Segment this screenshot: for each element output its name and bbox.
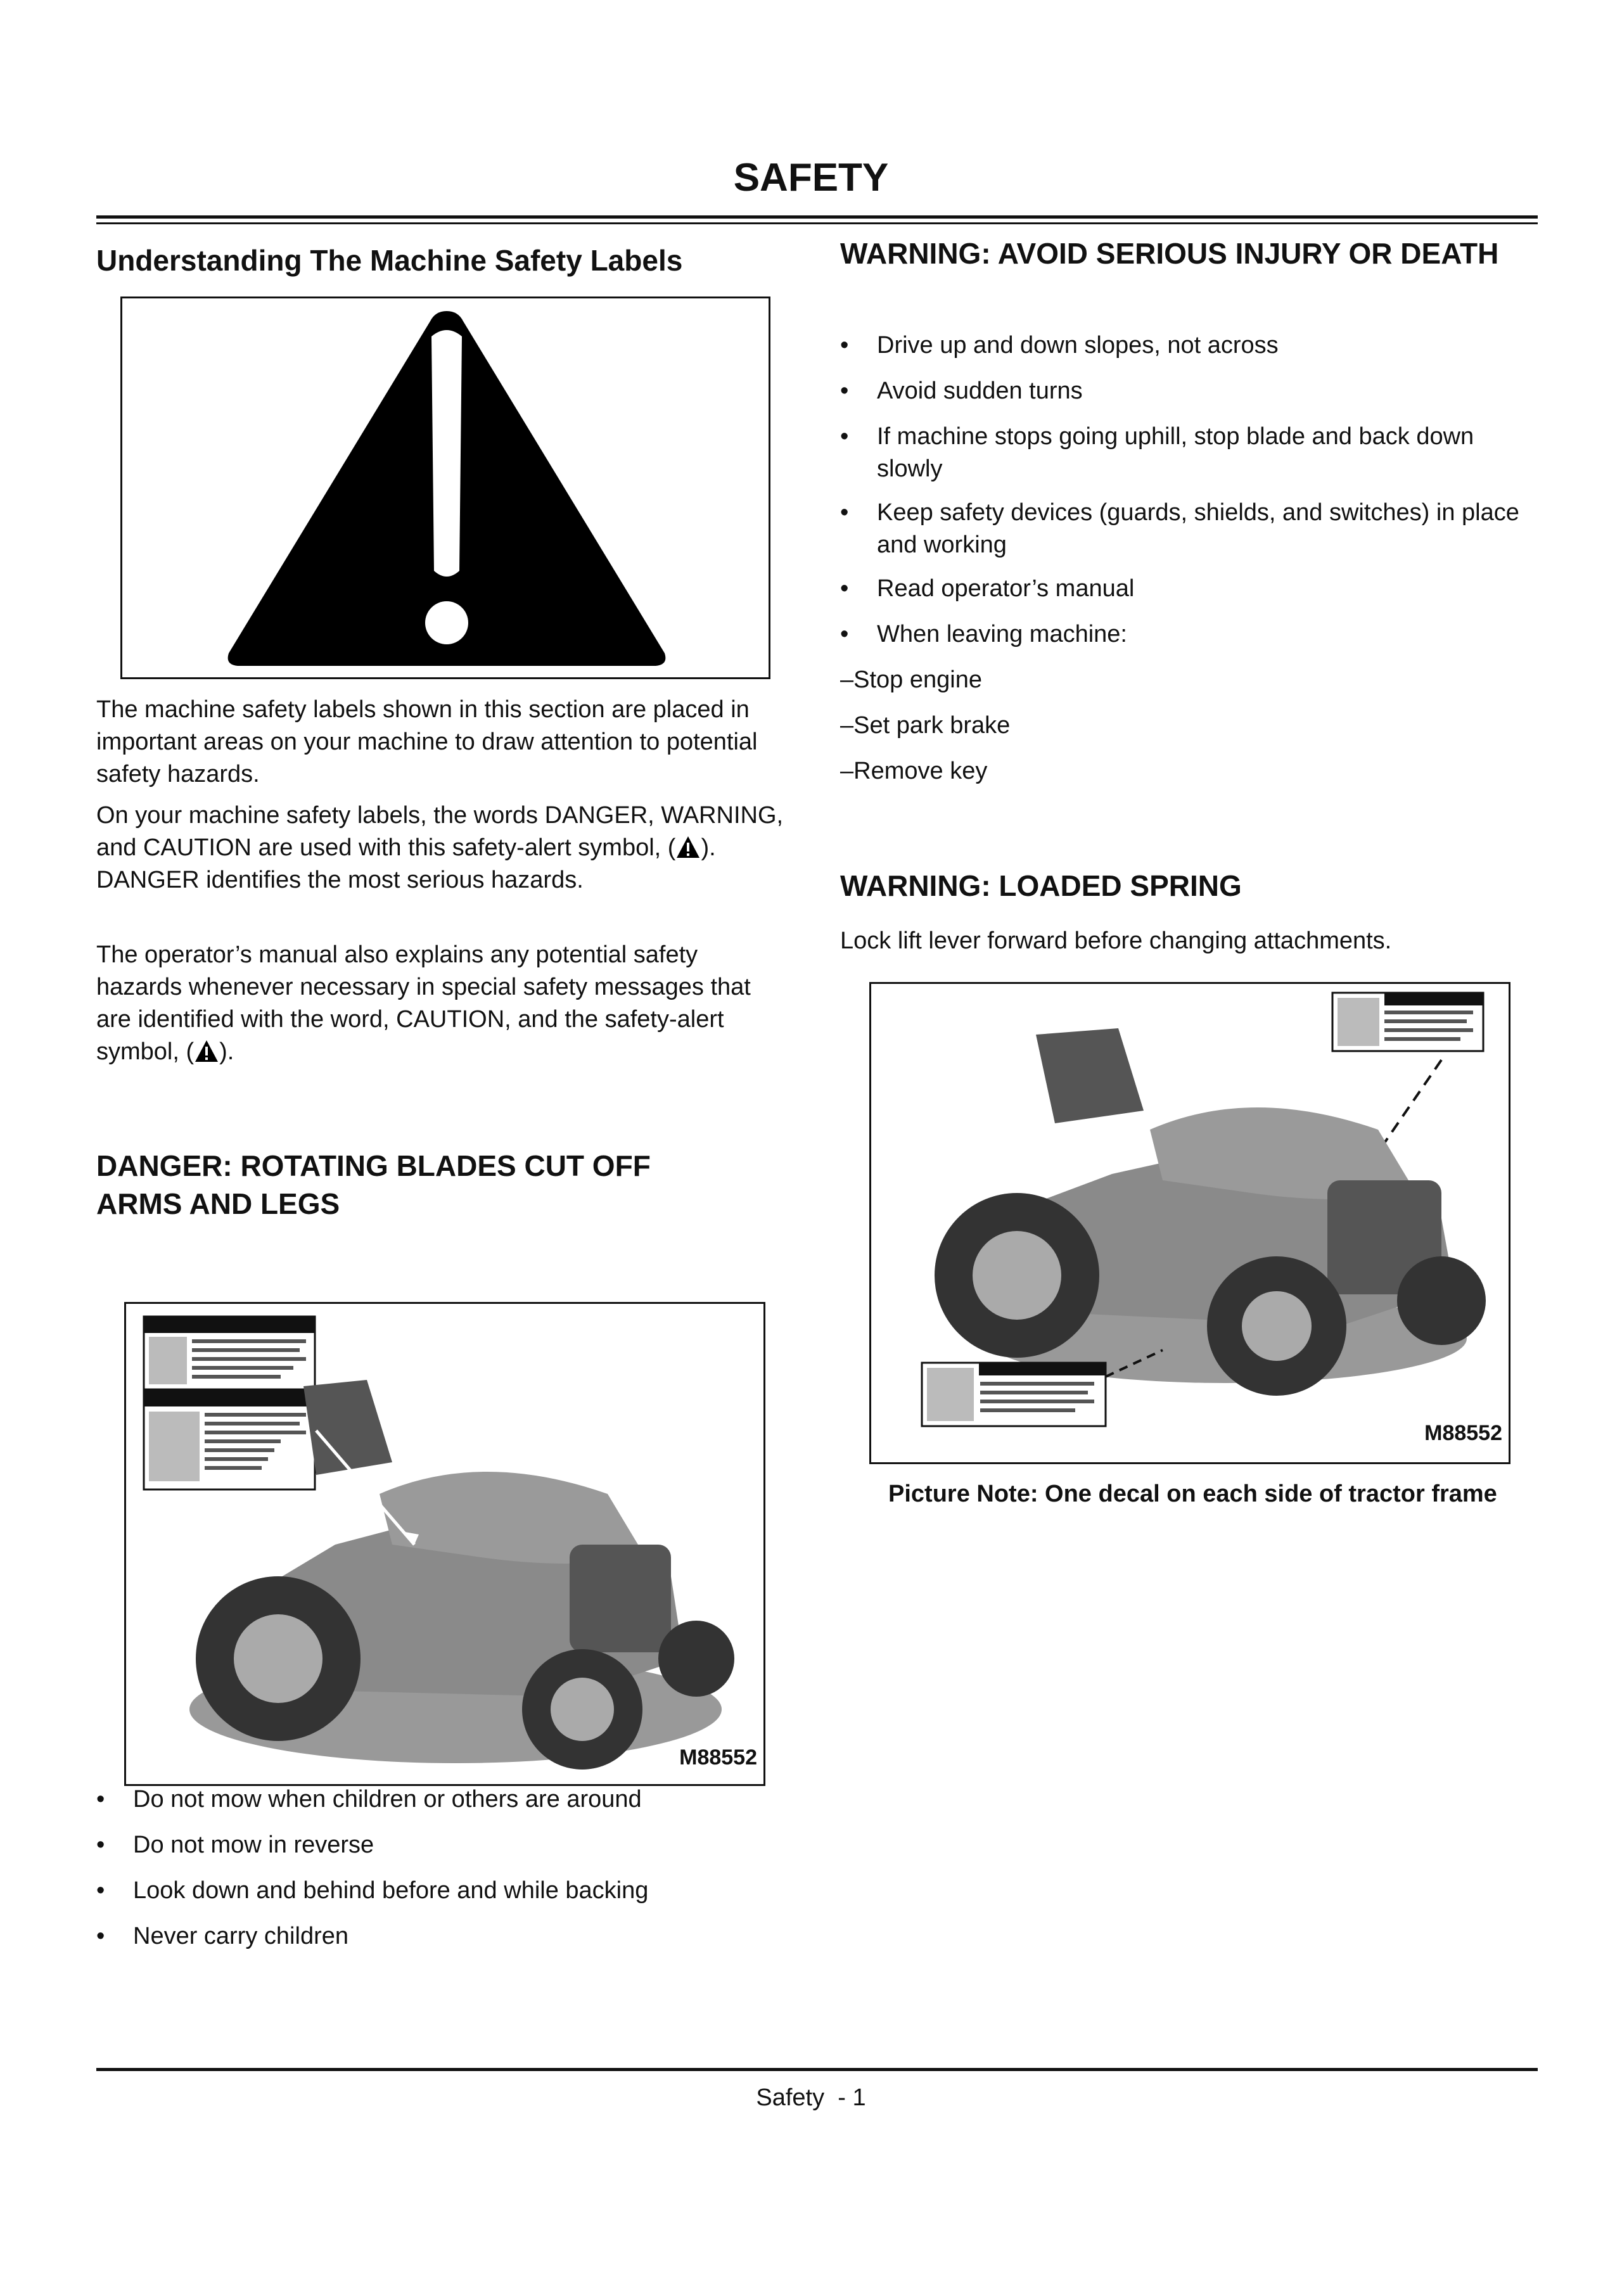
figure-code: M88552	[679, 1745, 757, 1770]
safety-alert-triangle-icon	[122, 298, 769, 677]
injury-bullet-list	[840, 329, 1537, 801]
header-rule	[96, 215, 1538, 219]
caution-text-end: ).	[219, 1038, 234, 1065]
blades-bullet-list	[96, 1783, 787, 1966]
list-item: • Do not mow when children or others are around	[96, 1786, 642, 1813]
safety-alert-inline-icon	[675, 835, 701, 859]
list-item: • Do not mow in reverse	[96, 1832, 374, 1858]
section-heading-avoid-injury: WARNING: AVOID SERIOUS INJURY OR DEATH	[840, 237, 1499, 270]
section-heading-loaded-spring: WARNING: LOADED SPRING	[840, 869, 1242, 902]
signal-words-text-start: On your machine safety labels, the words DANGER, WARNING, and CAUTION are used with this safety-alert symbol, (	[96, 802, 784, 861]
safety-alert-figure	[120, 297, 770, 679]
picture-note: Picture Note: One decal on each side of tractor frame	[888, 1481, 1497, 1507]
list-item: • Look down and behind before and while backing	[96, 1877, 649, 1904]
safety-alert-inline-icon	[194, 1039, 219, 1063]
caution-text-start: The operator’s manual also explains any potential safety hazards whenever necessary in special safety messages that are identified with the word, CAUTION, and the safety-alert symbol, (	[96, 941, 751, 1065]
list-item-dash: –Stop engine	[840, 666, 982, 693]
signal-words-text-end: ). DANGER identifies the most serious hazards.	[96, 834, 716, 893]
page-title: SAFETY	[733, 156, 889, 200]
header-rule-thin	[96, 222, 1538, 224]
loaded-spring-figure	[869, 982, 1510, 1464]
mower-danger-figure	[124, 1302, 765, 1786]
figure-code: M88552	[1424, 1421, 1502, 1445]
list-item: • If machine stops going uphill, stop blade and back down slowly	[840, 423, 1474, 482]
section-heading-rotating-blades: DANGER: ROTATING BLADES CUT OFF ARMS AND LEGS	[96, 1149, 651, 1220]
list-item: • Never carry children	[96, 1923, 348, 1949]
list-item-dash: –Set park brake	[840, 712, 1011, 739]
section-heading-safety-labels: Understanding The Machine Safety Labels	[96, 244, 683, 277]
page-footer: Safety - 1	[756, 2084, 866, 2111]
footer-rule	[96, 2068, 1538, 2071]
tractor-image	[126, 1304, 763, 1784]
labels-intro-paragraph: The machine safety labels shown in this section are placed in important areas on your machine to draw attention to potential safety hazards.	[96, 696, 758, 788]
list-item: • Drive up and down slopes, not across	[840, 332, 1279, 359]
signal-words-paragraph	[96, 800, 787, 896]
list-item-dash: –Remove key	[840, 758, 988, 784]
list-item: • Keep safety devices (guards, shields, and switches) in place and working	[840, 499, 1519, 558]
list-item: • Avoid sudden turns	[840, 378, 1083, 404]
list-item: • Read operator’s manual	[840, 575, 1135, 602]
caution-paragraph	[96, 939, 787, 1068]
list-item: • When leaving machine:	[840, 621, 1127, 647]
tractor-image	[871, 984, 1509, 1462]
loaded-spring-paragraph: Lock lift lever forward before changing attachments.	[840, 928, 1392, 954]
